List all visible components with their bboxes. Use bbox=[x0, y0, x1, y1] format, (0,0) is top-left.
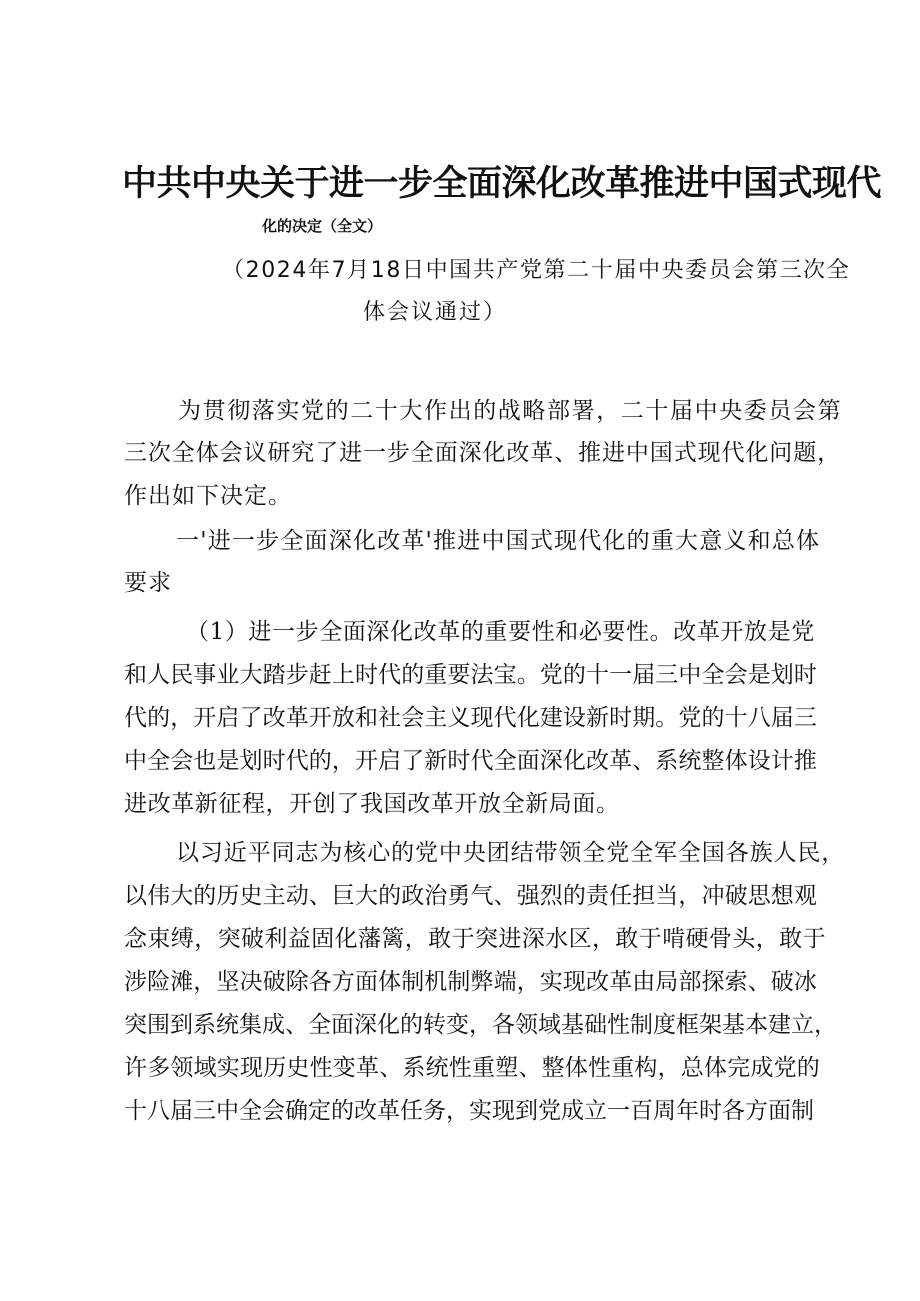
document-subtitle-line-2: 体会议通过） bbox=[363, 300, 508, 325]
body-line: 以习近平同志为核心的党中央团结带领全党全军全国各族人民， bbox=[176, 840, 846, 866]
body-line: 念束缚，突破利益固化藩篱，敢于突进深水区，敢于啃硬骨头，敢于 bbox=[124, 926, 826, 952]
body-line: 中全会也是划时代的，开启了新时代全面深化改革、系统整体设计推 bbox=[124, 748, 817, 774]
body-line: 代的，开启了改革开放和社会主义现代化建设新时期。党的十八届三 bbox=[124, 705, 817, 731]
body-line: 突围到系统集成、全面深化的转变，各领域基础性制度框架基本建立， bbox=[124, 1012, 837, 1038]
document-subtitle-line-1: （2024年7月18日中国共产党第二十届中央委员会第三次全 bbox=[222, 258, 851, 283]
document-title-line-1: 中共中央关于进一步全面深化改革推进中国式现代 bbox=[122, 164, 882, 204]
body-line: 为贯彻落实党的二十大作出的战略部署，二十届中央委员会第 bbox=[178, 398, 843, 424]
body-line: 以伟大的历史主动、巨大的政治勇气、强烈的责任担当，冲破思想观 bbox=[124, 883, 817, 909]
body-line: 十八届三中全会确定的改革任务，实现到党成立一百周年时各方面制 bbox=[124, 1098, 814, 1124]
body-line: （1）进一步全面深化改革的重要性和必要性。改革开放是党 bbox=[186, 619, 815, 645]
body-line: 和人民事业大踏步赶上时代的重要法宝。党的十一届三中全会是划时 bbox=[124, 662, 817, 688]
body-line: 涉险滩，坚决破除各方面体制机制弊端，实现改革由局部探索、破冰 bbox=[124, 969, 817, 995]
body-line: 作出如下决定。 bbox=[124, 483, 292, 509]
section-heading-line: 一'进一步全面深化改革'推进中国式现代化的重大意义和总体 bbox=[176, 528, 821, 554]
document-title-line-2: 化的决定（全文） bbox=[262, 217, 383, 235]
body-line: 进改革新征程，开创了我国改革开放全新局面。 bbox=[124, 791, 620, 817]
section-heading-line: 要求 bbox=[124, 570, 172, 596]
body-line: 三次全体会议研究了进一步全面深化改革、推进中国式现代化问题， bbox=[124, 440, 841, 466]
body-line: 许多领域实现历史性变革、系统性重塑、整体性重构，总体完成党的 bbox=[124, 1055, 820, 1081]
